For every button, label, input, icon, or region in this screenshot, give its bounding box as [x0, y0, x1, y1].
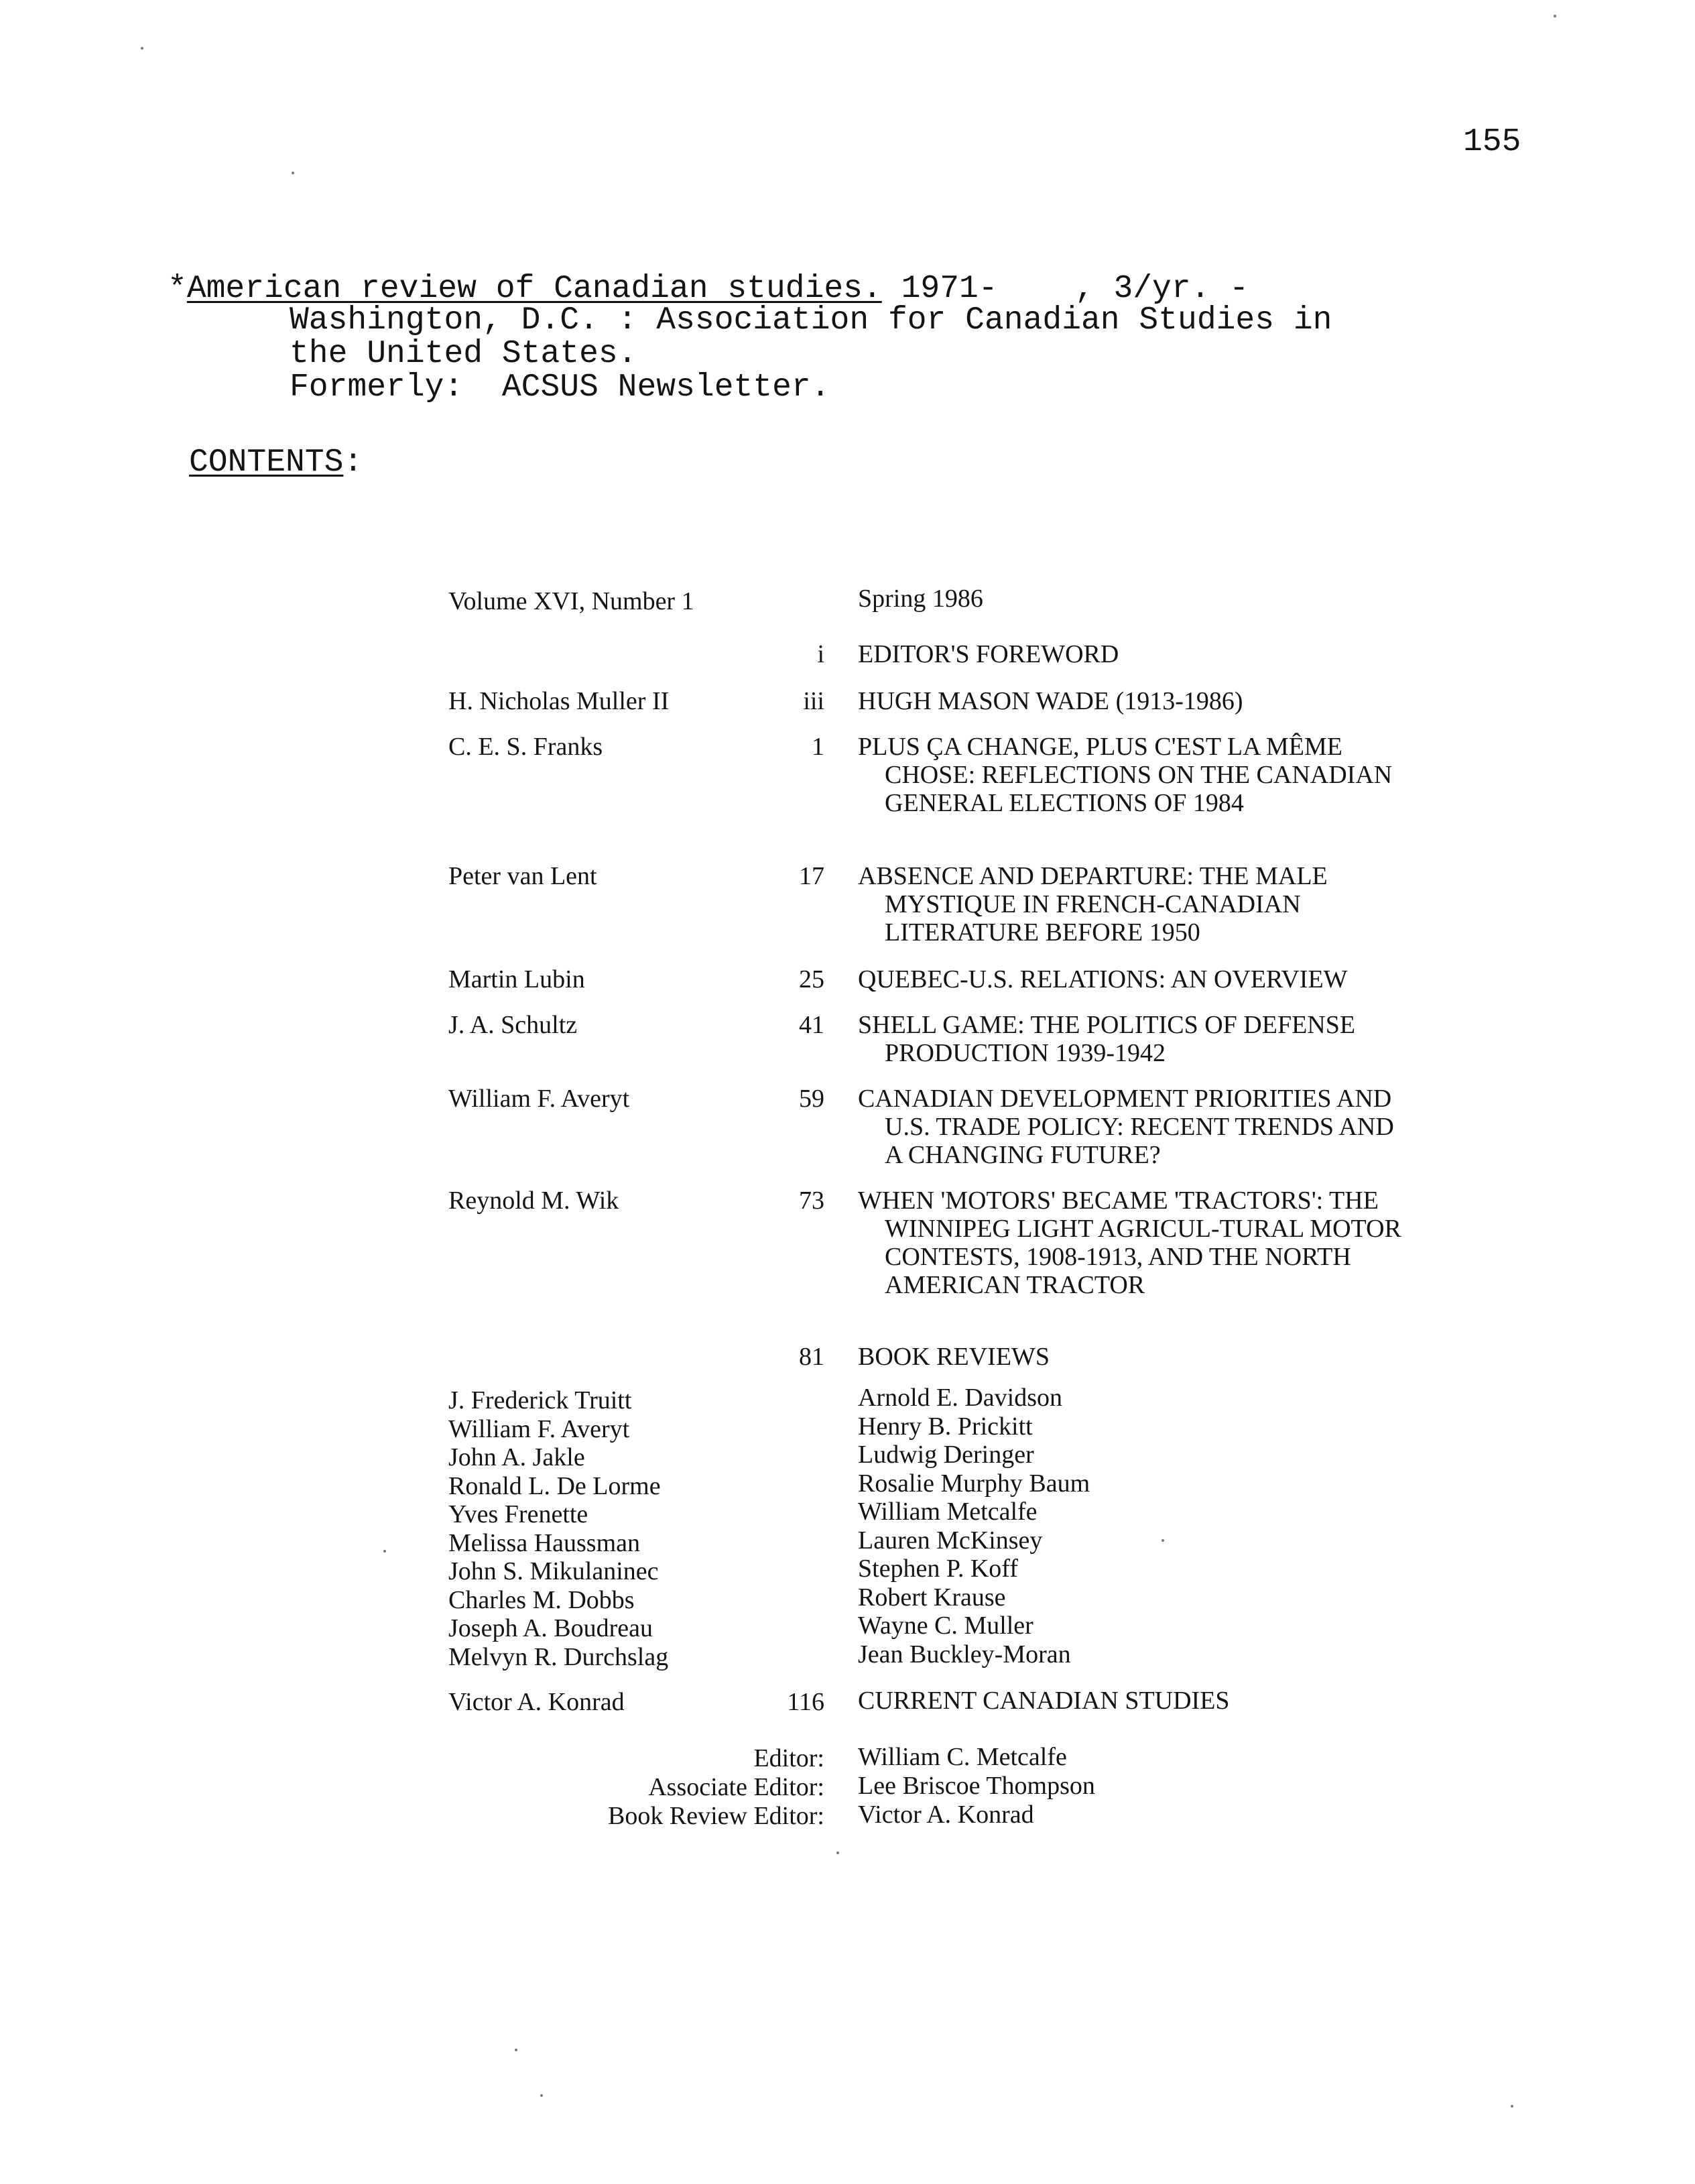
toc-page: 17 — [799, 862, 824, 890]
reviewer-name: Ronald L. De Lorme — [448, 1471, 661, 1500]
reviewer-name: J. Frederick Truitt — [448, 1386, 632, 1414]
toc-author: J. A. Schultz — [448, 1011, 578, 1039]
book-review-editor-label: Book Review Editor: — [608, 1802, 824, 1830]
toc-page: 25 — [799, 965, 824, 993]
editor-name: William C. Metcalfe — [858, 1743, 1067, 1771]
entry-line-1 — [168, 271, 1249, 306]
contents-heading-colon: : — [343, 444, 363, 481]
toc-page: 41 — [799, 1011, 824, 1039]
associate-editor-name: Lee Briscoe Thompson — [858, 1772, 1095, 1800]
entry-dates: 1971- , 3/yr. - — [881, 271, 1249, 307]
volume-label: Volume XVI, Number 1 — [448, 587, 694, 615]
toc-title-text: BOOK REVIEWS — [858, 1343, 1050, 1371]
toc-author: H. Nicholas Muller II — [448, 687, 670, 715]
scan-speck — [292, 172, 294, 174]
entry-formerly: Formerly: ACSUS Newsletter. — [290, 369, 830, 406]
toc-author: Reynold M. Wik — [448, 1187, 619, 1215]
toc-author: William F. Averyt — [448, 1085, 630, 1113]
toc-author: C. E. S. Franks — [448, 733, 603, 761]
reviewer-name: William F. Averyt — [448, 1414, 630, 1443]
toc-title — [858, 1343, 1414, 1371]
reviewer-list — [448, 1386, 668, 1671]
toc-page: iii — [803, 687, 824, 715]
entry-marker: * — [168, 271, 187, 307]
reviewed-author-list — [858, 1384, 1090, 1669]
toc-title-text: ABSENCE AND DEPARTURE: THE MALE MYSTIQUE IN FRENCH-CANADIAN LITERATURE BEFORE 1950 — [858, 862, 1328, 947]
toc-page: 81 — [799, 1343, 824, 1371]
book-review-editor-name: Victor A. Konrad — [858, 1801, 1034, 1829]
scan-speck — [1511, 2105, 1513, 2108]
contents-heading-label: CONTENTS — [189, 444, 344, 481]
reviewed-author-name: Jean Buckley-Moran — [858, 1640, 1071, 1669]
reviewed-author-name: Rosalie Murphy Baum — [858, 1469, 1090, 1498]
page-number: 155 — [1463, 124, 1521, 160]
toc-title — [858, 1187, 1414, 1299]
toc-title-text: PLUS ÇA CHANGE, PLUS C'EST LA MÊME CHOSE: REFLECTIONS ON THE CANADIAN GENERAL ELECTIONS OF 1984 — [858, 733, 1393, 817]
reviewed-author-name: Arnold E. Davidson — [858, 1384, 1063, 1412]
toc-author: Peter van Lent — [448, 862, 597, 890]
reviewed-author-name: Stephen P. Koff — [858, 1555, 1018, 1583]
toc-title-text: WHEN 'MOTORS' BECAME 'TRACTORS': THE WINNIPEG LIGHT AGRICUL-TURAL MOTOR CONTESTS, 1908-1913, AND THE NORTH AMERICAN TRACTOR — [858, 1187, 1401, 1299]
toc-title — [858, 1085, 1414, 1169]
current-studies-author: Victor A. Konrad — [448, 1688, 625, 1716]
scan-speck — [515, 2049, 517, 2051]
reviewer-name: John S. Mikulaninec — [448, 1557, 659, 1585]
scan-speck — [1554, 15, 1556, 17]
scan-speck — [540, 2094, 543, 2097]
contents-heading — [189, 445, 363, 480]
toc-title-text: HUGH MASON WADE (1913-1986) — [858, 687, 1243, 715]
reviewed-author-name: Henry B. Prickitt — [858, 1412, 1033, 1441]
entry-publisher-cont: the United States. — [290, 336, 637, 372]
toc-title — [858, 862, 1414, 947]
reviewer-name: Yves Frenette — [448, 1500, 588, 1528]
scan-speck — [383, 1550, 386, 1553]
toc-author: Martin Lubin — [448, 965, 585, 993]
toc-title — [858, 733, 1414, 817]
toc-title-text: EDITOR'S FOREWORD — [858, 640, 1119, 668]
current-studies-title: CURRENT CANADIAN STUDIES — [858, 1687, 1230, 1715]
scan-speck — [1162, 1539, 1164, 1542]
reviewer-name: John A. Jakle — [448, 1443, 585, 1471]
current-studies-page: 116 — [787, 1688, 824, 1716]
reviewed-author-name: Robert Krause — [858, 1583, 1006, 1612]
toc-page: i — [817, 640, 824, 668]
editor-label: Editor: — [753, 1744, 824, 1772]
toc-title — [858, 1011, 1414, 1067]
associate-editor-label: Associate Editor: — [648, 1773, 824, 1801]
reviewer-name: Charles M. Dobbs — [448, 1585, 635, 1614]
entry-publisher: Washington, D.C. : Association for Canadian Studies in — [290, 302, 1332, 339]
reviewer-name: Melissa Haussman — [448, 1528, 641, 1557]
toc-title-text: SHELL GAME: THE POLITICS OF DEFENSE PRODUCTION 1939-1942 — [858, 1011, 1356, 1067]
toc-title — [858, 965, 1414, 993]
toc-title — [858, 687, 1414, 715]
scan-speck — [836, 1852, 839, 1854]
entry-title: American review of Canadian studies. — [186, 271, 882, 307]
toc-title-text: CANADIAN DEVELOPMENT PRIORITIES AND U.S. TRADE POLICY: RECENT TRENDS AND A CHANGING FUTURE? — [858, 1085, 1394, 1169]
toc-page: 73 — [799, 1187, 824, 1215]
reviewed-author-name: William Metcalfe — [858, 1498, 1038, 1526]
scan-speck — [141, 47, 143, 50]
toc-title-text: QUEBEC-U.S. RELATIONS: AN OVERVIEW — [858, 965, 1348, 993]
volume-season: Spring 1986 — [858, 585, 983, 613]
toc-page: 59 — [799, 1085, 824, 1113]
reviewed-author-name: Lauren McKinsey — [858, 1526, 1043, 1555]
toc-page: 1 — [812, 733, 824, 761]
toc-title — [858, 640, 1414, 668]
reviewer-name: Joseph A. Boudreau — [448, 1614, 653, 1642]
reviewer-name: Melvyn R. Durchslag — [448, 1642, 669, 1671]
reviewed-author-name: Ludwig Deringer — [858, 1441, 1034, 1469]
reviewed-author-name: Wayne C. Muller — [858, 1612, 1033, 1640]
